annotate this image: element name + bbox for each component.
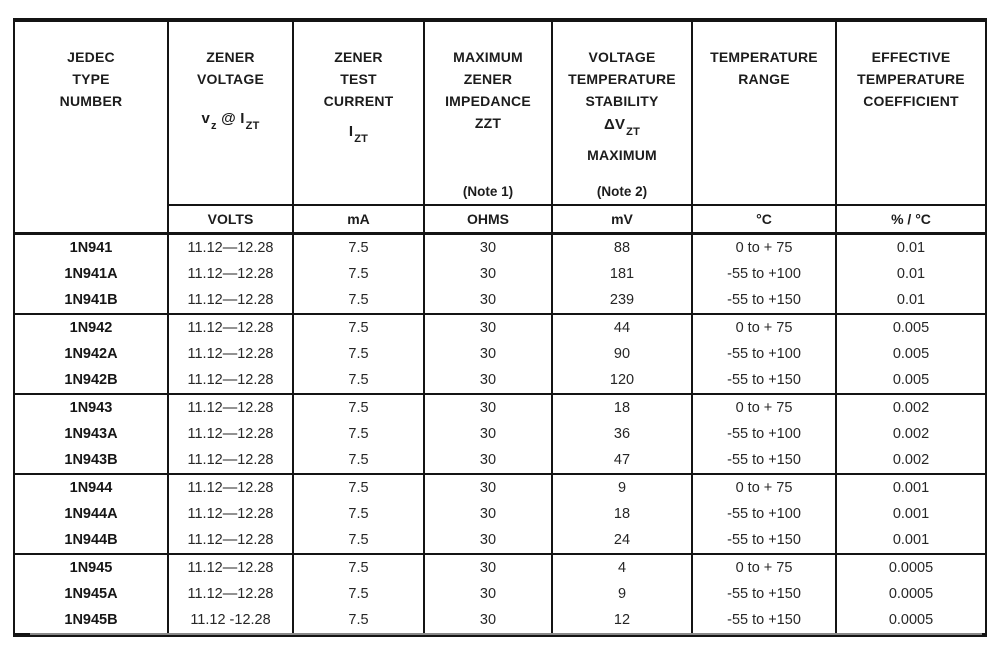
cell-test-current: 7.5 (293, 527, 424, 554)
cell-coefficient: 0.002 (836, 447, 986, 474)
cell-coefficient: 0.002 (836, 421, 986, 447)
cell-temp-range: -55 to +150 (692, 607, 836, 635)
vz-at-izt-formula: $v_z$ @ $I_{ZT}$ (201, 110, 260, 132)
cell-zener-voltage: 11.12—12.28 (168, 447, 293, 474)
cell-temp-range: -55 to +150 (692, 527, 836, 554)
cell-zener-voltage: 11.12—12.28 (168, 474, 293, 501)
cell-test-current: 7.5 (293, 234, 424, 262)
cell-type-number: 1N945A (14, 581, 168, 607)
header-line: EFFECTIVE (871, 49, 951, 65)
table-row (14, 367, 986, 394)
cell-coefficient: 0.0005 (836, 554, 986, 581)
header-row (14, 20, 986, 205)
cell-temp-range: 0 to + 75 (692, 394, 836, 421)
cell-temp-range: -55 to +150 (692, 287, 836, 314)
cell-test-current: 7.5 (293, 447, 424, 474)
cell-coefficient: 0.002 (836, 394, 986, 421)
cell-coefficient: 0.01 (836, 261, 986, 287)
header-line: NUMBER (59, 93, 123, 109)
header-line: COEFFICIENT (863, 93, 959, 109)
cell-test-current: 7.5 (293, 314, 424, 341)
cell-impedance: 30 (424, 527, 552, 554)
cell-zener-voltage: 11.12—12.28 (168, 341, 293, 367)
header-line: VOLTAGE (197, 71, 264, 87)
table-row (14, 607, 986, 635)
col-header-jedec-type-number (14, 20, 168, 234)
col-header-zener-test-current (293, 20, 424, 205)
cell-impedance: 30 (424, 341, 552, 367)
note-1-reference: (Note 1) (462, 184, 514, 199)
cell-temp-range: -55 to +100 (692, 341, 836, 367)
cell-impedance: 30 (424, 287, 552, 314)
cell-temp-range: -55 to +150 (692, 581, 836, 607)
cell-zener-voltage: 11.12—12.28 (168, 501, 293, 527)
cell-impedance: 30 (424, 394, 552, 421)
header-line: STABILITY (585, 93, 659, 109)
cell-coefficient: 0.005 (836, 314, 986, 341)
cell-type-number: 1N941A (14, 261, 168, 287)
note-2-reference: (Note 2) (596, 184, 648, 199)
cell-impedance: 30 (424, 554, 552, 581)
header-line: ZENER (463, 71, 513, 87)
col-header-temperature-range (692, 20, 836, 205)
cell-stability: 9 (552, 581, 692, 607)
header-line: RANGE (738, 71, 790, 87)
cell-stability: 12 (552, 607, 692, 635)
cell-type-number: 1N945B (14, 607, 168, 635)
cell-coefficient: 0.005 (836, 341, 986, 367)
cell-impedance: 30 (424, 367, 552, 394)
cell-impedance: 30 (424, 447, 552, 474)
zener-spec-table (13, 18, 987, 637)
cell-type-number: 1N942 (14, 314, 168, 341)
cell-stability: 47 (552, 447, 692, 474)
header-line: MAXIMUM (453, 49, 523, 65)
cell-stability: 36 (552, 421, 692, 447)
cell-stability: 239 (552, 287, 692, 314)
header-line: TEST (340, 71, 377, 87)
col-header-max-zener-impedance (424, 20, 552, 205)
cell-stability: 18 (552, 394, 692, 421)
cell-type-number: 1N941B (14, 287, 168, 314)
header-line: VOLTAGE (588, 49, 656, 65)
cell-zener-voltage: 11.12—12.28 (168, 367, 293, 394)
cell-zener-voltage: 11.12—12.28 (168, 287, 293, 314)
cell-test-current: 7.5 (293, 341, 424, 367)
cell-coefficient: 0.01 (836, 287, 986, 314)
cell-stability: 88 (552, 234, 692, 262)
cell-zener-voltage: 11.12—12.28 (168, 314, 293, 341)
cell-type-number: 1N943 (14, 394, 168, 421)
unit-volts: VOLTS (168, 205, 293, 234)
table-row (14, 554, 986, 581)
cell-stability: 181 (552, 261, 692, 287)
cell-test-current: 7.5 (293, 367, 424, 394)
table-row (14, 474, 986, 501)
table-row (14, 314, 986, 341)
header-line: TEMPERATURE (710, 49, 818, 65)
cell-temp-range: 0 to + 75 (692, 474, 836, 501)
unit-ma: mA (293, 205, 424, 234)
table-row (14, 527, 986, 554)
cell-temp-range: -55 to +100 (692, 421, 836, 447)
table-row (14, 501, 986, 527)
cell-type-number: 1N944A (14, 501, 168, 527)
cell-zener-voltage: 11.12 -12.28 (168, 607, 293, 635)
unit-ohms: OHMS (424, 205, 552, 234)
cell-impedance: 30 (424, 581, 552, 607)
cell-type-number: 1N944 (14, 474, 168, 501)
cell-stability: 9 (552, 474, 692, 501)
cell-stability: 18 (552, 501, 692, 527)
header-line: MAXIMUM (587, 147, 657, 163)
cell-temp-range: -55 to +100 (692, 261, 836, 287)
table-row (14, 234, 986, 262)
unit-percent-per-degree-c: % / °C (836, 205, 986, 234)
cell-impedance: 30 (424, 474, 552, 501)
delta-vzt-formula: $\Delta V_{ZT}$ (603, 116, 641, 138)
header-line: IMPEDANCE (445, 93, 531, 109)
cell-test-current: 7.5 (293, 474, 424, 501)
cell-stability: 24 (552, 527, 692, 554)
cell-impedance: 30 (424, 234, 552, 262)
unit-degrees-c: °C (692, 205, 836, 234)
cell-impedance: 30 (424, 261, 552, 287)
cell-type-number: 1N945 (14, 554, 168, 581)
cell-impedance: 30 (424, 314, 552, 341)
cell-stability: 4 (552, 554, 692, 581)
cell-zener-voltage: 11.12—12.28 (168, 581, 293, 607)
cell-test-current: 7.5 (293, 421, 424, 447)
cell-type-number: 1N943B (14, 447, 168, 474)
cell-impedance: 30 (424, 501, 552, 527)
unit-mv: mV (552, 205, 692, 234)
cell-coefficient: 0.01 (836, 234, 986, 262)
cell-temp-range: 0 to + 75 (692, 234, 836, 262)
header-line: ZZT (474, 115, 502, 131)
cell-type-number: 1N941 (14, 234, 168, 262)
cell-temp-range: -55 to +100 (692, 501, 836, 527)
header-line: TEMPERATURE (568, 71, 676, 87)
cell-temp-range: -55 to +150 (692, 447, 836, 474)
table-row (14, 421, 986, 447)
cell-type-number: 1N943A (14, 421, 168, 447)
table-row (14, 261, 986, 287)
cell-zener-voltage: 11.12—12.28 (168, 261, 293, 287)
cell-coefficient: 0.001 (836, 474, 986, 501)
cell-temp-range: 0 to + 75 (692, 554, 836, 581)
header-line: CURRENT (323, 93, 394, 109)
table-row (14, 287, 986, 314)
cell-stability: 90 (552, 341, 692, 367)
scan-shadow-line (30, 633, 982, 635)
header-line: TYPE (72, 71, 110, 87)
cell-coefficient: 0.001 (836, 527, 986, 554)
cell-temp-range: -55 to +150 (692, 367, 836, 394)
cell-impedance: 30 (424, 421, 552, 447)
cell-test-current: 7.5 (293, 394, 424, 421)
cell-test-current: 7.5 (293, 501, 424, 527)
cell-zener-voltage: 11.12—12.28 (168, 527, 293, 554)
cell-test-current: 7.5 (293, 581, 424, 607)
header-line: ZENER (334, 49, 383, 65)
cell-zener-voltage: 11.12—12.28 (168, 554, 293, 581)
cell-type-number: 1N942A (14, 341, 168, 367)
cell-type-number: 1N942B (14, 367, 168, 394)
col-header-voltage-temp-stability (552, 20, 692, 205)
cell-test-current: 7.5 (293, 554, 424, 581)
table-row (14, 341, 986, 367)
header-line: TEMPERATURE (857, 71, 965, 87)
cell-zener-voltage: 11.12—12.28 (168, 394, 293, 421)
cell-zener-voltage: 11.12—12.28 (168, 421, 293, 447)
cell-test-current: 7.5 (293, 261, 424, 287)
cell-coefficient: 0.0005 (836, 581, 986, 607)
table-row (14, 394, 986, 421)
col-header-effective-temp-coefficient (836, 20, 986, 205)
izt-formula: $I_{ZT}$ (348, 123, 369, 145)
cell-impedance: 30 (424, 607, 552, 635)
cell-zener-voltage: 11.12—12.28 (168, 234, 293, 262)
cell-coefficient: 0.005 (836, 367, 986, 394)
col-header-zener-voltage (168, 20, 293, 205)
cell-temp-range: 0 to + 75 (692, 314, 836, 341)
table-row (14, 447, 986, 474)
cell-test-current: 7.5 (293, 287, 424, 314)
header-line: ZENER (206, 49, 255, 65)
cell-stability: 44 (552, 314, 692, 341)
cell-stability: 120 (552, 367, 692, 394)
header-line: JEDEC (67, 49, 115, 65)
cell-coefficient: 0.001 (836, 501, 986, 527)
table-row (14, 581, 986, 607)
cell-test-current: 7.5 (293, 607, 424, 635)
cell-type-number: 1N944B (14, 527, 168, 554)
cell-coefficient: 0.0005 (836, 607, 986, 635)
